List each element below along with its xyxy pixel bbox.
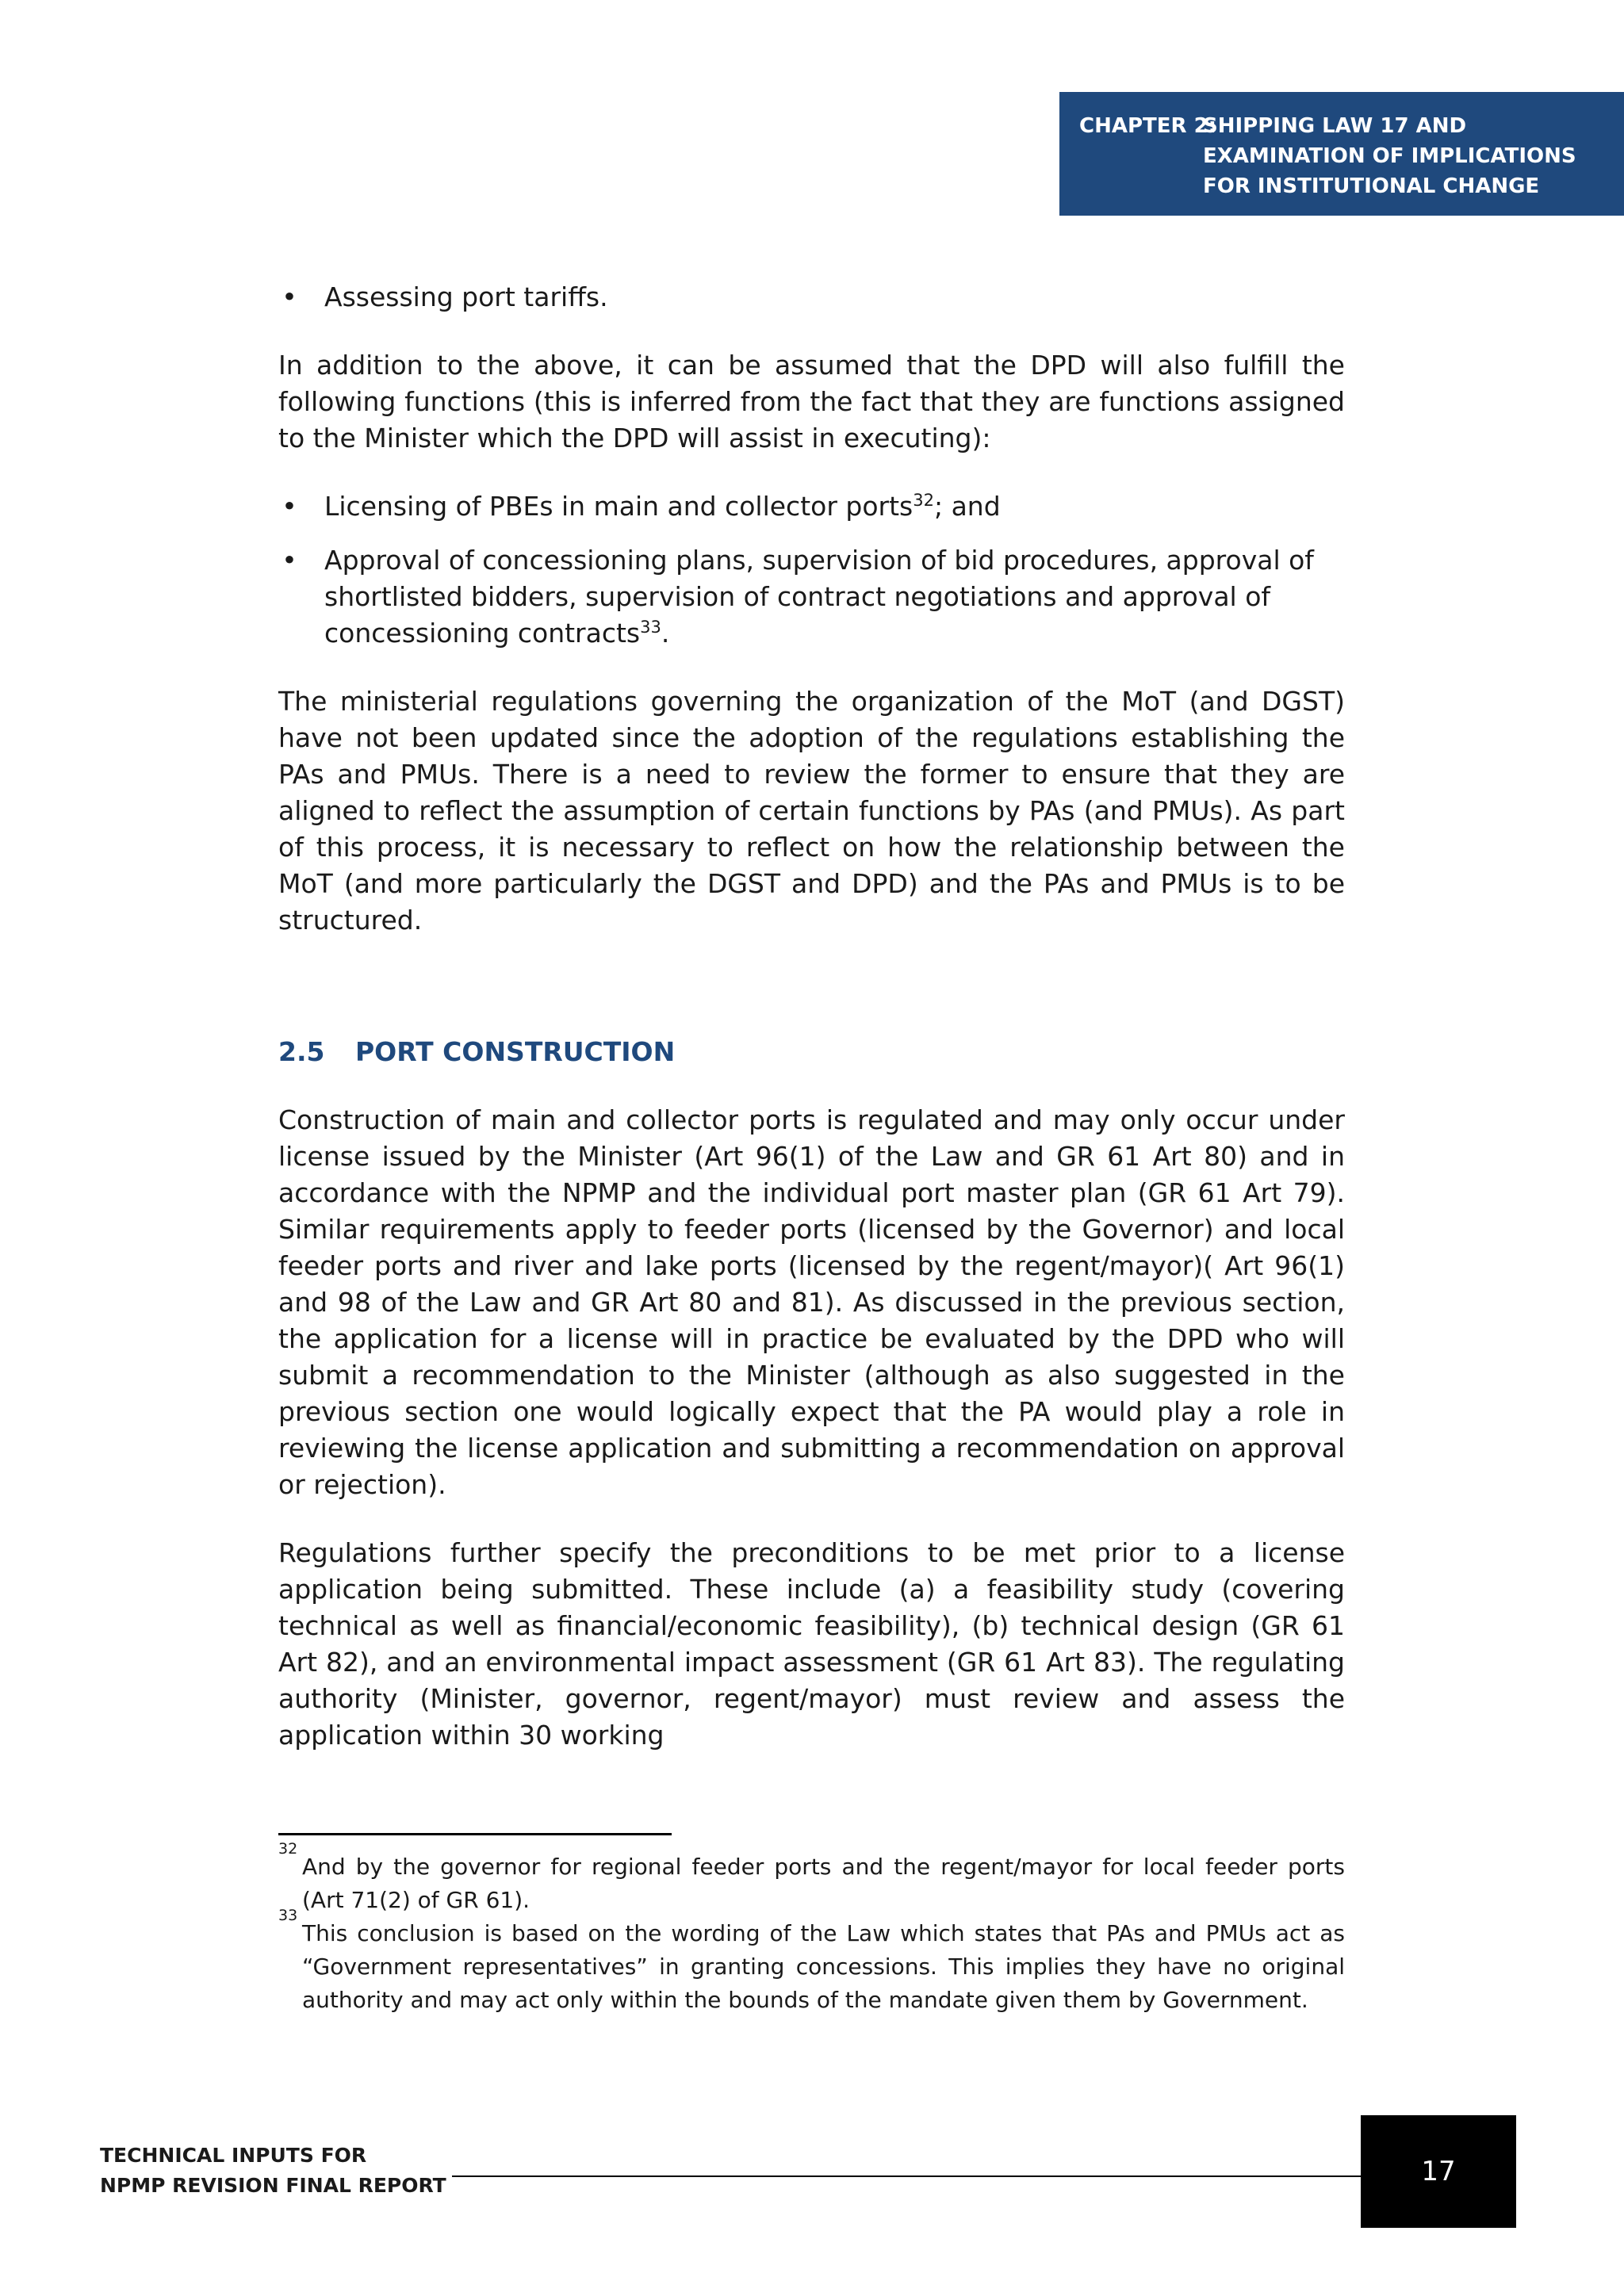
footnotes (278, 1840, 1345, 2017)
page-number: 17 (1421, 2156, 1456, 2187)
bullet-text-licensing: Licensing of PBEs in main and collector ports (324, 491, 914, 522)
paragraph-construction: Construction of main and collector ports is regulated and may only occur under license issued by the Minister (Art 96(1) of the Law and GR 61 Art 80) and in accordance with the NPMP and the individual port master plan (GR 61 Art 79). Similar requirements apply to feeder ports (licensed by the Governor) and local feeder ports and river and lake ports (licensed by the regent/mayor)( Art 96(1) and 98 of the Law and GR Art 80 and 81). As discussed in the previous section, the application for a license will in practice be evaluated by the DPD who will submit a recommendation to the Minister (although as also suggested in the previous section one would logically expect that the PA would play a role in reviewing the license application and submitting a recommendation on approval or rejection). (278, 1104, 1345, 1500)
bullet-text-tariffs: Assessing port tariffs. (324, 281, 608, 312)
footer-title-line-1: TECHNICAL INPUTS FOR (100, 2144, 367, 2167)
chapter-title-line-3: FOR INSTITUTIONAL CHANGE (1203, 174, 1540, 198)
bullet-list-top (278, 279, 1345, 316)
bullet-tail-approval: . (661, 618, 670, 649)
chapter-label: CHAPTER 2: (1079, 114, 1217, 138)
bullet-icon (278, 488, 301, 525)
bullet-text-approval: Approval of concessioning plans, supervision of bid procedures, approval of shortlisted bidders, supervision of contract negotiations and approval of concessioning contracts (324, 545, 1314, 649)
page-number-box (1361, 2115, 1516, 2228)
footnote-text-33: This conclusion is based on the wording of the Law which states that PAs and PMUs act as “Government representatives” in granting concessions. This implies they have no original authority and may act only within the bounds of the mandate given them by Government. (302, 1920, 1345, 2013)
paragraph-intro: In addition to the above, it can be assumed that the DPD will also fulfill the following functions (this is inferred from the fact that they are functions assigned to the Minister which the DPD will assist in executing): (278, 350, 1345, 453)
footnote-text-32: And by the governor for regional feeder ports and the regent/mayor for local feeder ports (Art 71(2) of GR 61). (302, 1854, 1345, 1913)
footnote-mark-33: 33 (278, 1907, 298, 1924)
bullet-tail-licensing: ; and (933, 491, 1001, 522)
chapter-header-row-3 (1079, 171, 1608, 201)
section-title: PORT CONSTRUCTION (355, 1036, 676, 1067)
chapter-title-line-2: EXAMINATION OF IMPLICATIONS (1203, 144, 1576, 168)
chapter-header (1059, 92, 1624, 216)
section-number: 2.5 (278, 1036, 325, 1067)
list-item (278, 542, 1345, 652)
list-item (278, 488, 1345, 525)
chapter-header-row-1 (1079, 111, 1608, 141)
footer-title-line-2: NPMP REVISION FINAL REPORT (100, 2174, 446, 2197)
paragraph-regulations: Regulations further specify the preconditions to be met prior to a license application being submitted. These include (a) a feasibility study (covering technical as well as financial/economic feasibility), (b) technical design (GR 61 Art 82), and an environmental impact assessment (GR 61 Art 83). The regulating authority (Minister, governor, regent/mayor) must review and assess the application within 30 working (278, 1537, 1345, 1751)
footnote-ref-32[interactable]: 32 (913, 491, 934, 510)
list-item (278, 279, 1345, 316)
chapter-title-line-1: SHIPPING LAW 17 AND (1203, 114, 1467, 138)
bullet-icon (278, 279, 301, 316)
paragraph-ministerial: The ministerial regulations governing the organization of the MoT (and DGST) have not been updated since the adoption of the regulations establishing the PAs and PMUs. There is a need to review the former to ensure that they are aligned to reflect the assumption of certain functions by PAs (and PMUs). As part of this process, it is necessary to reflect on how the relationship between the MoT (and more particularly the DGST and DPD) and the PAs and PMUs is to be structured. (278, 686, 1345, 936)
footnote-divider (278, 1833, 672, 1835)
footnote-mark-32: 32 (278, 1840, 298, 1858)
footer-divider (452, 2175, 1362, 2177)
footer-report-title (100, 2141, 446, 2201)
footnote-32 (278, 1840, 1345, 1917)
footnote-33 (278, 1907, 1345, 2017)
footnote-ref-33[interactable]: 33 (640, 618, 661, 637)
bullet-list-functions (278, 488, 1345, 652)
bullet-icon (278, 542, 301, 579)
chapter-header-row-2 (1079, 141, 1608, 171)
section-heading (278, 1034, 1345, 1070)
page-content (278, 279, 1345, 1785)
